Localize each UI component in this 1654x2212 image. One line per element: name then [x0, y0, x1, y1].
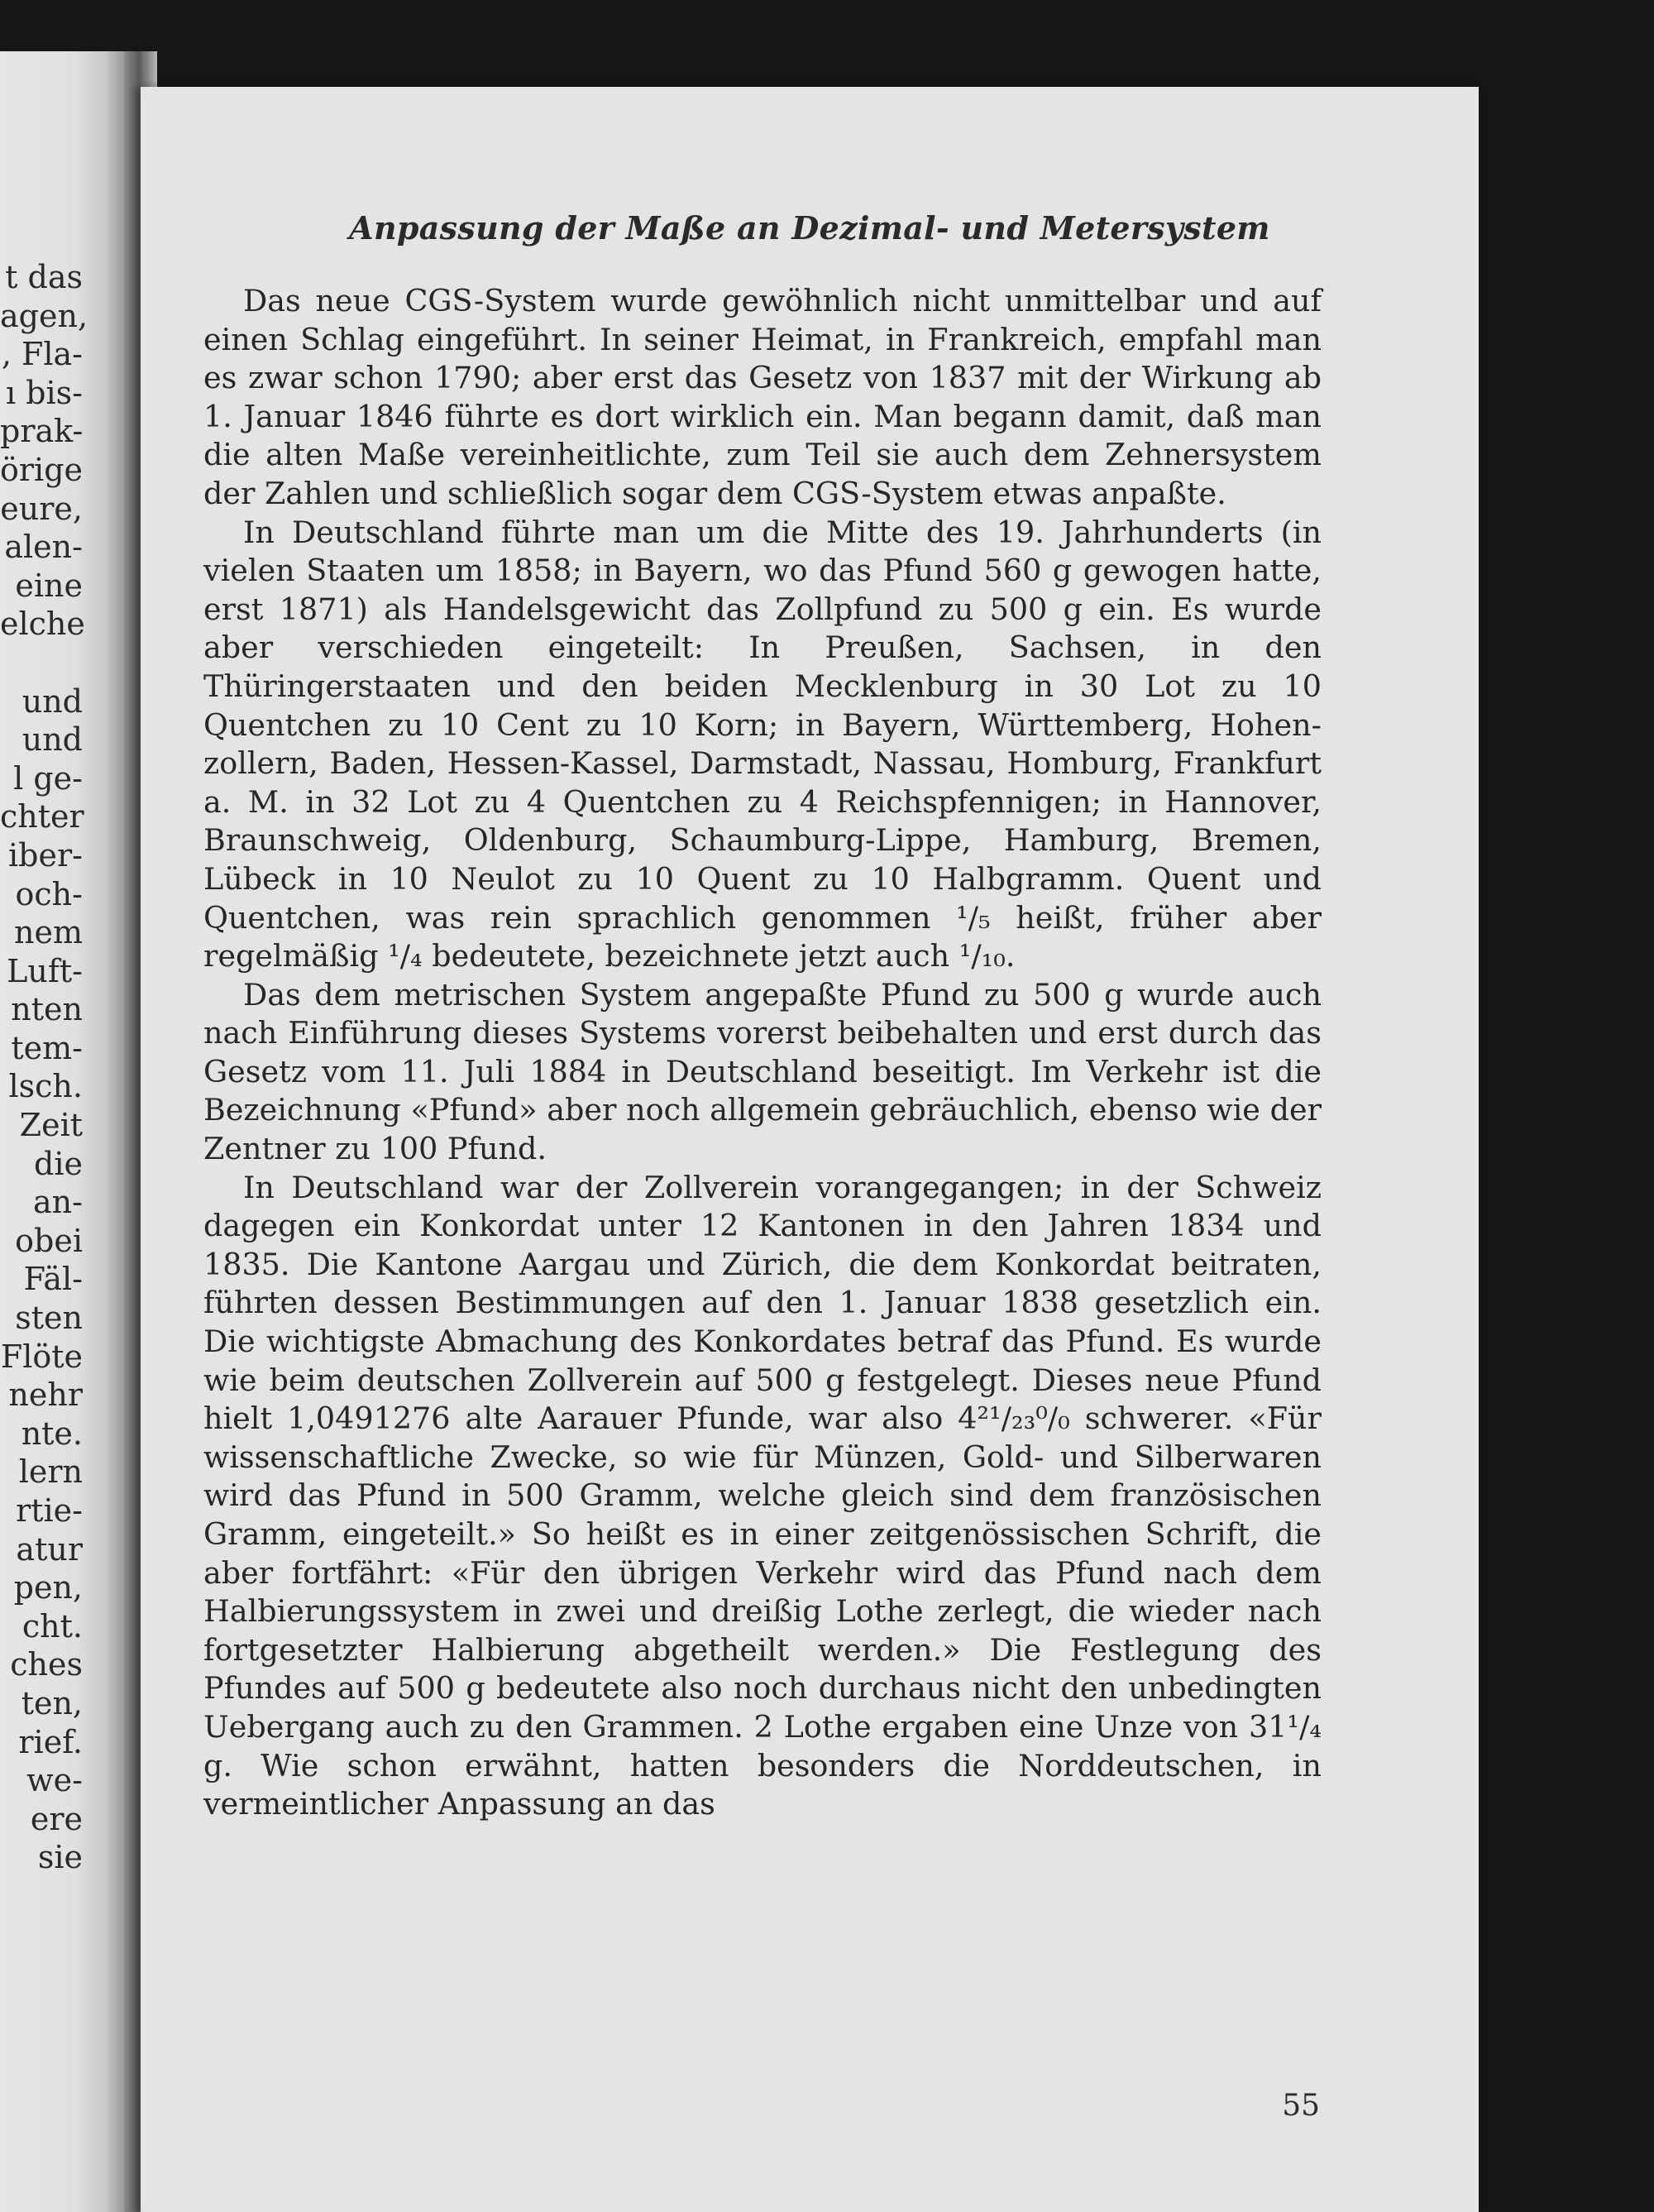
book-page — [141, 87, 1479, 2212]
facing-page-text — [0, 258, 88, 1877]
facing-page-line: iber- — [8, 836, 83, 874]
facing-page-line: lsch. — [8, 1068, 83, 1105]
facing-page-line: ere — [30, 1800, 83, 1837]
facing-page-line: Zeit — [19, 1107, 83, 1144]
facing-page-line: Fäl- — [23, 1261, 83, 1298]
facing-page-line: prak- — [0, 413, 84, 450]
facing-page-line: cht. — [22, 1607, 83, 1645]
facing-page-line: nte. — [21, 1415, 83, 1452]
paragraph: Das neue CGS-System wurde gewöhnlich nicht unmittelbar und auf einen Schlag eingeführt. In seiner Heimat, in Frankreich, empfahl man es zwar schon 1790; aber erst das Gesetz von 1837 mit der Wirkung ab 1. Januar 1846 führte es dort wirklich ein. Man begann damit, daß man die alten Maße vereinheitlichte, zum Teil sie auch dem Zehnersystem der Zahlen und schließlich sogar dem CGS-System etwas anpaßte. — [203, 283, 1322, 511]
facing-page-line: rtie- — [16, 1492, 83, 1529]
facing-page-line: nem — [14, 914, 83, 951]
paragraph: Das dem metrischen System angepaßte Pfund zu 500 g wurde auch nach Einführung dieses Systems vorerst beibehalten und erst durch das Gesetz vom 11. Juli 1884 in Deutschland beseitigt. Im Verkehr ist die Bezeichnung «Pfund» aber noch allgemein gebräuchlich, ebenso wie der Zentner zu 100 Pfund. — [203, 976, 1322, 1167]
paragraph: In Deutschland war der Zollverein vorangegangen; in der Schweiz dagegen ein Konkordat unter 12 Kantonen in den Jahren 1834 und 1835. Die Kantone Aargau und Zürich, die dem Konkordat beitraten, führten dessen Bestimmungen auf den 1. Januar 1838 gesetzlich ein. Die wichtigste Abmachung des Konkordates betraf das Pfund. Es wurde wie beim deutschen Zollverein auf 500 g festgelegt. Dieses neue Pfund hielt 1,0491276 alte Aarauer Pfunde, war also 4²¹/₂₃⁰/₀ schwerer. «Für wissenschaftliche Zwecke, so wie für Münzen, Gold- und Silberwaren wird das Pfund in 500 Gramm, welche gleich sind dem französischen Gramm, eingeteilt.» So heißt es in einer zeitgenössischen Schrift, die aber fortfährt: «Für den übrigen Verkehr wird das Pfund nach dem Halbierungssystem in zwei und dreißig Lothe zerlegt, die wieder nach fortgesetzter Halbierung abgetheilt werden.» Die Festlegung des Pfundes auf 500 g bedeutete also noch durchaus nicht den unbedingten Uebergang auch zu den Grammen. 2 Lothe ergaben eine Unze von 31¹/₄ g. Wie schon erwähnt, hatten besonders die Norddeutschen, in vermeintlicher Anpassung an das — [203, 1169, 1322, 1822]
facing-page-line: lern — [18, 1453, 83, 1491]
facing-page-line: atur — [16, 1530, 83, 1568]
facing-page-line: alen- — [4, 529, 83, 566]
facing-page-line: sten — [15, 1300, 83, 1337]
facing-page-line: örige — [0, 451, 84, 488]
facing-page-line: Luft- — [7, 952, 83, 989]
facing-page-line: pen, — [13, 1569, 83, 1606]
facing-page-line: und — [22, 721, 83, 759]
facing-page-line: ten, — [21, 1684, 83, 1721]
facing-page-line: rief. — [18, 1723, 83, 1760]
paragraph: In Deutschland führte man um die Mitte des 19. Jahrhunderts (in vielen Staaten um 1858; in Bayern, wo das Pfund 560 g gewogen hatte, erst 1871) als Handelsgewicht das Zollpfund zu 500 g ein. Es wurde aber verschieden eingeteilt: In Preußen, Sachsen, in den Thüringerstaaten und den beiden Mecklenburg in 30 Lot zu 10 Quentchen zu 10 Cent zu 10 Korn; in Bayern, Württemberg, Hohenzollern, Baden, Hessen-Kassel, Darmstadt, Nassau, Homburg, Frankfurt a. M. in 32 Lot zu 4 Quentchen zu 4 Reichspfennigen; in Hannover, Braunschweig, Oldenburg, Schaumburg-Lippe, Hamburg, Bremen, Lübeck in 10 Neulot zu 10 Quent zu 10 Halbgramm. Quent und Quentchen, was rein sprachlich genommen ¹/₅ heißt, früher aber regelmäßig ¹/₄ bedeutete, bezeichnete jetzt auch ¹/₁₀. — [203, 514, 1322, 974]
page-number: 55 — [1282, 2089, 1320, 2123]
facing-page-line: elche — [0, 606, 85, 643]
facing-page-line: sie — [37, 1839, 83, 1876]
facing-page-line: , Fla- — [1, 336, 83, 373]
facing-page-line: tem- — [11, 1029, 83, 1066]
facing-page-line: ches — [10, 1646, 83, 1683]
facing-page-line — [0, 644, 83, 682]
facing-page-line: ı bis- — [5, 374, 83, 411]
facing-page-line: l ge- — [13, 759, 83, 797]
facing-page-line: och- — [15, 875, 83, 912]
facing-page-line: agen, — [0, 297, 88, 334]
facing-page-line: Flöte — [0, 1338, 83, 1375]
body-text — [203, 282, 1322, 1824]
facing-page-line: eure, — [0, 490, 83, 527]
facing-page-line: eine — [15, 567, 83, 604]
facing-page-line: und — [22, 682, 83, 720]
facing-page-line: die — [34, 1145, 83, 1182]
facing-page-edge — [0, 51, 124, 2212]
facing-page-line: an- — [33, 1184, 83, 1221]
facing-page-line: chter — [0, 798, 84, 835]
facing-page-line: we- — [26, 1762, 83, 1799]
facing-page-line: t das — [5, 259, 83, 295]
running-head: Anpassung der Maße an Dezimal- und Metersystem — [349, 209, 1270, 247]
facing-page-line: nten — [11, 991, 83, 1028]
facing-page-line: obei — [15, 1222, 83, 1259]
facing-page-line: nehr — [8, 1377, 83, 1414]
